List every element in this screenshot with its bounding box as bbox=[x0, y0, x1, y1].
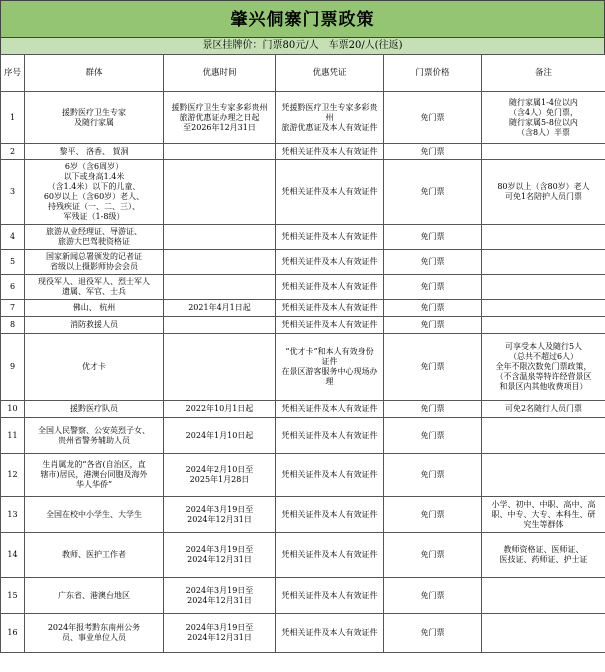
row-note bbox=[482, 578, 605, 614]
row-note: 80岁以上（含80岁）老人 可免1名陪护人员门票 bbox=[482, 160, 605, 225]
table-row bbox=[1, 92, 605, 144]
row-number: 5 bbox=[1, 250, 25, 275]
row-number: 9 bbox=[1, 334, 25, 401]
row-number: 8 bbox=[1, 317, 25, 334]
table-row bbox=[1, 317, 605, 334]
row-note: 随行家属1-4位以内 （含4人）免门票， 随行家属5-8位以内 （含8人）半票 bbox=[482, 92, 605, 144]
table-row bbox=[1, 160, 605, 225]
table-row bbox=[1, 275, 605, 300]
row-certificate: 凭援黔医疗卫生专家多彩贵州 旅游优惠证及本人有效证件 bbox=[276, 92, 384, 144]
page-title: 肇兴侗寨门票政策 bbox=[0, 0, 605, 38]
row-number: 6 bbox=[1, 275, 25, 300]
row-price: 免门票 bbox=[384, 275, 482, 300]
table-row bbox=[1, 300, 605, 317]
row-time: 2024年3月19日至 2024年12月31日 bbox=[164, 614, 276, 653]
row-group: 现役军人、退役军人、烈士军人 遗属、军官、士兵 bbox=[25, 275, 164, 300]
row-price: 免门票 bbox=[384, 160, 482, 225]
row-number: 12 bbox=[1, 454, 25, 497]
table-header-row bbox=[1, 55, 605, 92]
row-price: 免门票 bbox=[384, 578, 482, 614]
row-time bbox=[164, 275, 276, 300]
row-note bbox=[482, 275, 605, 300]
row-time: 2022年10月1日起 bbox=[164, 401, 276, 418]
row-group: 佛山、 杭州 bbox=[25, 300, 164, 317]
row-note bbox=[482, 614, 605, 653]
row-time: 2024年3月19日至 2024年12月31日 bbox=[164, 578, 276, 614]
row-certificate: 凭相关证件及本人有效证件 bbox=[276, 578, 384, 614]
row-group: 全国人民警察、公安英烈子女、 贵州省警务辅助人员 bbox=[25, 418, 164, 454]
row-note bbox=[482, 454, 605, 497]
row-time bbox=[164, 225, 276, 250]
row-price: 免门票 bbox=[384, 144, 482, 160]
row-price: 免门票 bbox=[384, 225, 482, 250]
row-certificate: 凭相关证件及本人有效证件 bbox=[276, 533, 384, 578]
row-number: 7 bbox=[1, 300, 25, 317]
row-price: 免门票 bbox=[384, 92, 482, 144]
row-group: 援黔医疗队员 bbox=[25, 401, 164, 418]
row-note bbox=[482, 317, 605, 334]
row-price: 免门票 bbox=[384, 418, 482, 454]
header-note: 备注 bbox=[482, 55, 605, 92]
row-note bbox=[482, 418, 605, 454]
row-group: 援黔医疗卫生专家 及随行家属 bbox=[25, 92, 164, 144]
row-note bbox=[482, 250, 605, 275]
row-price: 免门票 bbox=[384, 497, 482, 533]
row-group: 国家新闻总署颁发的记者证 省级以上摄影师协会会员 bbox=[25, 250, 164, 275]
table-row bbox=[1, 497, 605, 533]
row-time bbox=[164, 160, 276, 225]
row-price: 免门票 bbox=[384, 614, 482, 653]
price-subtitle: 景区挂牌价：门票80元/人 车票20/人(往返) bbox=[0, 38, 605, 54]
table-row bbox=[1, 250, 605, 275]
row-number: 16 bbox=[1, 614, 25, 653]
row-number: 13 bbox=[1, 497, 25, 533]
row-note bbox=[482, 225, 605, 250]
row-number: 3 bbox=[1, 160, 25, 225]
row-certificate: 凭相关证件及本人有效证件 bbox=[276, 497, 384, 533]
row-time bbox=[164, 334, 276, 401]
row-certificate: 凭相关证件及本人有效证件 bbox=[276, 317, 384, 334]
row-group: 6岁（含6周岁） 以下或身高1.4米 （含1.4米）以下的儿童、 60岁以上（含60岁）老人、 持残疾证（一、二、三）、 军残证（1-8级） bbox=[25, 160, 164, 225]
row-number: 1 bbox=[1, 92, 25, 144]
row-number: 10 bbox=[1, 401, 25, 418]
row-time: 2024年3月19日至 2024年12月31日 bbox=[164, 497, 276, 533]
row-note bbox=[482, 144, 605, 160]
row-note: 小学、初中、中职、高中、高 职、中专、大专、本科生、研 究生等群体 bbox=[482, 497, 605, 533]
table-row bbox=[1, 454, 605, 497]
header-group: 群体 bbox=[25, 55, 164, 92]
row-certificate: 凭相关证件及本人有效证件 bbox=[276, 160, 384, 225]
row-time bbox=[164, 144, 276, 160]
row-time bbox=[164, 250, 276, 275]
row-certificate: 凭相关证件及本人有效证件 bbox=[276, 454, 384, 497]
row-certificate: 凭相关证件及本人有效证件 bbox=[276, 300, 384, 317]
row-note: 教师资格证、医师证、 医技证、药师证、护士证 bbox=[482, 533, 605, 578]
row-number: 4 bbox=[1, 225, 25, 250]
row-note: 可免2名随行人员门票 bbox=[482, 401, 605, 418]
header-time: 优惠时间 bbox=[164, 55, 276, 92]
row-time: 2024年1月10日起 bbox=[164, 418, 276, 454]
table-row bbox=[1, 401, 605, 418]
header-cert: 优惠凭证 bbox=[276, 55, 384, 92]
row-certificate: 凭相关证件及本人有效证件 bbox=[276, 250, 384, 275]
row-time bbox=[164, 317, 276, 334]
row-price: 免门票 bbox=[384, 334, 482, 401]
row-time: 2024年2月10日至 2025年1月28日 bbox=[164, 454, 276, 497]
table-row bbox=[1, 144, 605, 160]
table-row bbox=[1, 533, 605, 578]
row-group: 生肖属龙的“各省(自治区，直 辖市)居民，港澳台同胞及海外 华人华侨” bbox=[25, 454, 164, 497]
row-time: 2021年4月1日起 bbox=[164, 300, 276, 317]
row-group: 全国在校中小学生、大学生 bbox=[25, 497, 164, 533]
row-price: 免门票 bbox=[384, 317, 482, 334]
row-group: 黎平、 洛香、 賀洞 bbox=[25, 144, 164, 160]
row-time: 2024年3月19日至 2024年12月31日 bbox=[164, 533, 276, 578]
row-group: 旅游从业经理证、导游证、 旅游大巴驾驶资格证 bbox=[25, 225, 164, 250]
row-certificate: 凭相关证件及本人有效证件 bbox=[276, 401, 384, 418]
table-body bbox=[1, 92, 605, 653]
row-group: 消防救援人员 bbox=[25, 317, 164, 334]
row-certificate: 凭相关证件及本人有效证件 bbox=[276, 614, 384, 653]
table-row bbox=[1, 578, 605, 614]
row-note bbox=[482, 300, 605, 317]
row-group: 广东省、港澳台地区 bbox=[25, 578, 164, 614]
table-row bbox=[1, 334, 605, 401]
row-certificate: 凭相关证件及本人有效证件 bbox=[276, 275, 384, 300]
ticket-policy-table bbox=[0, 54, 605, 653]
header-price: 门票价格 bbox=[384, 55, 482, 92]
row-number: 14 bbox=[1, 533, 25, 578]
row-time: 援黔医疗卫生专家多彩贵州 旅游优惠证办理之日起 至2026年12月31日 bbox=[164, 92, 276, 144]
table-row bbox=[1, 225, 605, 250]
row-price: 免门票 bbox=[384, 454, 482, 497]
table-row bbox=[1, 418, 605, 454]
row-certificate: “优才卡”和本人有效身份 证件 在景区游客服务中心现场办 理 bbox=[276, 334, 384, 401]
row-number: 2 bbox=[1, 144, 25, 160]
row-certificate: 凭相关证件及本人有效证件 bbox=[276, 144, 384, 160]
row-group: 2024年报考黔东南州公务 员、事业单位人员 bbox=[25, 614, 164, 653]
header-no: 序号 bbox=[1, 55, 25, 92]
row-price: 免门票 bbox=[384, 401, 482, 418]
table-row bbox=[1, 614, 605, 653]
row-note: 可享受本人及随行5人 （总共不超过6人） 全年不限次数免门票政策， （不含温泉等特许经营景区 和景区内其他收费项目） bbox=[482, 334, 605, 401]
row-price: 免门票 bbox=[384, 300, 482, 317]
row-price: 免门票 bbox=[384, 250, 482, 275]
row-certificate: 凭相关证件及本人有效证件 bbox=[276, 418, 384, 454]
row-certificate: 凭相关证件及本人有效证件 bbox=[276, 225, 384, 250]
row-group: 优才卡 bbox=[25, 334, 164, 401]
row-number: 15 bbox=[1, 578, 25, 614]
row-number: 11 bbox=[1, 418, 25, 454]
row-group: 教师、医护工作者 bbox=[25, 533, 164, 578]
row-price: 免门票 bbox=[384, 533, 482, 578]
